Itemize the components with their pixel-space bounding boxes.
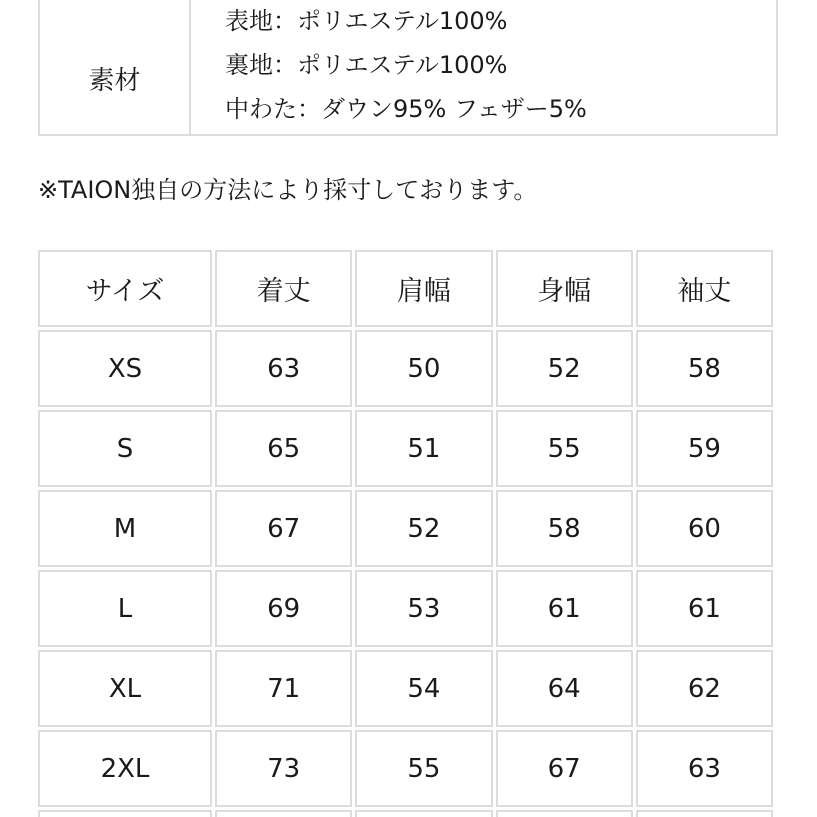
cell-size: XS xyxy=(38,330,212,407)
measurement-note: ※TAION独自の方法により採寸しております。 xyxy=(38,176,538,204)
table-row xyxy=(38,570,773,647)
cell-shoulder: 51 xyxy=(355,410,492,487)
cell-sleeve xyxy=(636,810,773,817)
cell-sleeve: 61 xyxy=(636,570,773,647)
table-row xyxy=(38,490,773,567)
cell-chest: 61 xyxy=(496,570,633,647)
cell-size xyxy=(38,810,212,817)
cell-sleeve: 62 xyxy=(636,650,773,727)
table-row xyxy=(38,330,773,407)
cell-chest: 67 xyxy=(496,730,633,807)
material-line-outer: 表地：ポリエステル100% xyxy=(225,7,508,35)
cell-length: 69 xyxy=(215,570,352,647)
table-row xyxy=(38,410,773,487)
cell-chest: 58 xyxy=(496,490,633,567)
cell-size: XL xyxy=(38,650,212,727)
cell-shoulder: 50 xyxy=(355,330,492,407)
material-row xyxy=(39,0,777,135)
material-label: 素材 xyxy=(39,0,190,135)
cell-length xyxy=(215,810,352,817)
table-row xyxy=(38,730,773,807)
cell-chest: 64 xyxy=(496,650,633,727)
cell-length: 67 xyxy=(215,490,352,567)
cell-size: S xyxy=(38,410,212,487)
cell-shoulder: 53 xyxy=(355,570,492,647)
cell-sleeve: 60 xyxy=(636,490,773,567)
cell-length: 65 xyxy=(215,410,352,487)
cell-chest: 55 xyxy=(496,410,633,487)
cell-length: 63 xyxy=(215,330,352,407)
cell-sleeve: 58 xyxy=(636,330,773,407)
material-line-filling: 中わた：ダウン95% フェザー5% xyxy=(225,95,587,123)
header-chest: 身幅 xyxy=(496,250,633,327)
header-sleeve: 袖丈 xyxy=(636,250,773,327)
table-row-partial xyxy=(38,810,773,817)
cell-shoulder: 52 xyxy=(355,490,492,567)
cell-size: L xyxy=(38,570,212,647)
material-table xyxy=(38,0,778,136)
material-lines xyxy=(190,0,777,135)
cell-sleeve: 63 xyxy=(636,730,773,807)
cell-chest: 52 xyxy=(496,330,633,407)
cell-length: 71 xyxy=(215,650,352,727)
cell-sleeve: 59 xyxy=(636,410,773,487)
header-length: 着丈 xyxy=(215,250,352,327)
material-line-lining: 裏地：ポリエステル100% xyxy=(225,51,508,79)
table-row xyxy=(38,650,773,727)
cell-shoulder xyxy=(355,810,492,817)
size-table-header-row xyxy=(38,250,773,327)
cell-chest xyxy=(496,810,633,817)
cell-shoulder: 55 xyxy=(355,730,492,807)
cell-length: 73 xyxy=(215,730,352,807)
cell-size: 2XL xyxy=(38,730,212,807)
header-shoulder: 肩幅 xyxy=(355,250,492,327)
cell-size: M xyxy=(38,490,212,567)
size-table xyxy=(35,247,776,817)
cell-shoulder: 54 xyxy=(355,650,492,727)
header-size: サイズ xyxy=(38,250,212,327)
